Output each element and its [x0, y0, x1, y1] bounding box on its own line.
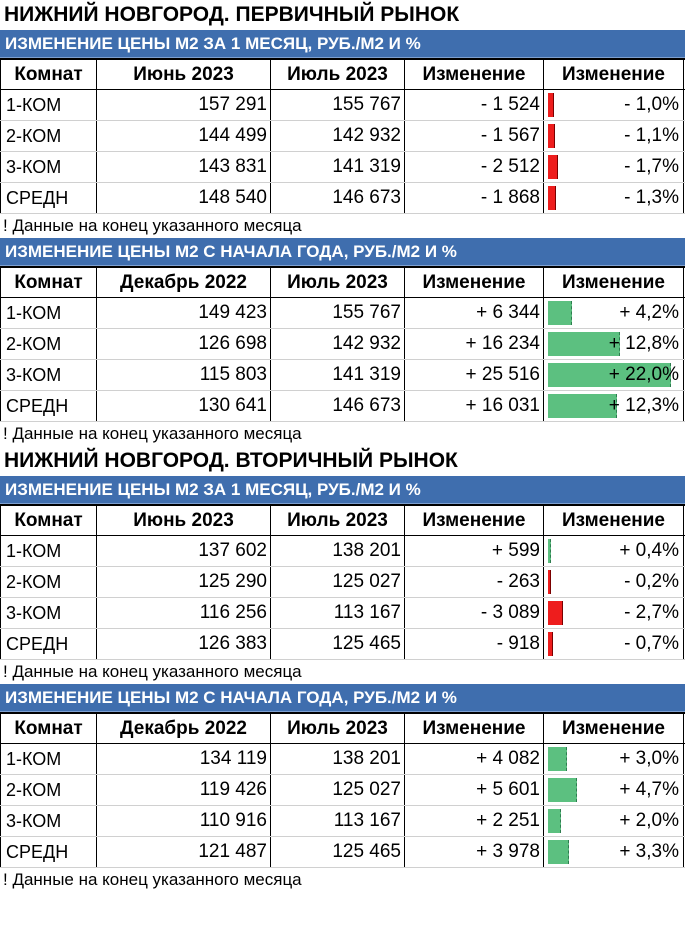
- curr-price-cell: 125 465: [271, 837, 405, 867]
- change-value-cell: + 16 031: [405, 391, 544, 421]
- change-percent-cell: [544, 329, 684, 359]
- prev-price-cell: 126 383: [97, 629, 271, 659]
- column-header: Комнат: [0, 60, 97, 89]
- data-bar: [548, 186, 556, 210]
- table-row: [0, 152, 685, 183]
- table-row: [0, 629, 685, 660]
- table-row: [0, 744, 685, 775]
- change-percent-cell: [544, 152, 684, 182]
- prev-price-cell: 121 487: [97, 837, 271, 867]
- table-row: [0, 183, 685, 214]
- rooms-cell: 3-КОМ: [0, 598, 97, 628]
- curr-price-cell: 155 767: [271, 90, 405, 120]
- column-header: Июль 2023: [271, 268, 405, 297]
- column-header: Июнь 2023: [97, 506, 271, 535]
- change-value-cell: - 3 089: [405, 598, 544, 628]
- price-table: [0, 30, 685, 238]
- change-value-cell: - 1 868: [405, 183, 544, 213]
- change-value-cell: + 6 344: [405, 298, 544, 328]
- column-header: Комнат: [0, 268, 97, 297]
- data-bar: [548, 840, 569, 864]
- column-header: Изменение: [544, 506, 684, 535]
- price-table: [0, 476, 685, 684]
- price-table: [0, 684, 685, 892]
- change-value-cell: + 5 601: [405, 775, 544, 805]
- data-bar: [548, 155, 558, 179]
- table-row: [0, 837, 685, 868]
- change-value-cell: - 1 524: [405, 90, 544, 120]
- percent-label: - 1,7%: [624, 156, 679, 177]
- table-row: [0, 806, 685, 837]
- rooms-cell: 3-КОМ: [0, 152, 97, 182]
- column-header: Изменение: [544, 268, 684, 297]
- percent-label: + 4,2%: [619, 302, 679, 323]
- prev-price-cell: 116 256: [97, 598, 271, 628]
- price-table: [0, 238, 685, 446]
- column-header: Изменение: [544, 60, 684, 89]
- prev-price-cell: 143 831: [97, 152, 271, 182]
- column-header: Комнат: [0, 714, 97, 743]
- change-percent-cell: [544, 183, 684, 213]
- table-row: [0, 567, 685, 598]
- table-subtitle: ИЗМЕНЕНИЕ ЦЕНЫ М2 С НАЧАЛА ГОДА, РУБ./М2 И %: [0, 684, 685, 712]
- rooms-cell: 3-КОМ: [0, 360, 97, 390]
- footnote: ! Данные на конец указанного месяца: [3, 424, 302, 443]
- change-value-cell: - 918: [405, 629, 544, 659]
- prev-price-cell: 119 426: [97, 775, 271, 805]
- table-header-row: [0, 58, 685, 90]
- column-header: Июль 2023: [271, 506, 405, 535]
- change-percent-cell: [544, 360, 684, 390]
- rooms-cell: 1-КОМ: [0, 298, 97, 328]
- change-percent-cell: [544, 629, 684, 659]
- percent-label: + 2,0%: [619, 810, 679, 831]
- rooms-cell: СРЕДН: [0, 629, 97, 659]
- table-subtitle: ИЗМЕНЕНИЕ ЦЕНЫ М2 ЗА 1 МЕСЯЦ, РУБ./М2 И %: [0, 476, 685, 504]
- table-header-row: [0, 504, 685, 536]
- prev-price-cell: 115 803: [97, 360, 271, 390]
- change-value-cell: + 3 978: [405, 837, 544, 867]
- footnote: ! Данные на конец указанного месяца: [3, 870, 302, 889]
- rooms-cell: СРЕДН: [0, 391, 97, 421]
- change-value-cell: + 25 516: [405, 360, 544, 390]
- curr-price-cell: 141 319: [271, 360, 405, 390]
- rooms-cell: 2-КОМ: [0, 775, 97, 805]
- curr-price-cell: 113 167: [271, 806, 405, 836]
- change-percent-cell: [544, 121, 684, 151]
- curr-price-cell: 142 932: [271, 329, 405, 359]
- curr-price-cell: 141 319: [271, 152, 405, 182]
- prev-price-cell: 125 290: [97, 567, 271, 597]
- column-header: Изменение: [405, 506, 544, 535]
- column-header: Изменение: [405, 60, 544, 89]
- prev-price-cell: 149 423: [97, 298, 271, 328]
- table-row: [0, 536, 685, 567]
- percent-label: - 1,0%: [624, 94, 679, 115]
- table-subtitle: ИЗМЕНЕНИЕ ЦЕНЫ М2 ЗА 1 МЕСЯЦ, РУБ./М2 И %: [0, 30, 685, 58]
- change-percent-cell: [544, 567, 684, 597]
- percent-label: + 0,4%: [619, 540, 679, 561]
- rooms-cell: 2-КОМ: [0, 121, 97, 151]
- prev-price-cell: 137 602: [97, 536, 271, 566]
- table-row: [0, 391, 685, 422]
- curr-price-cell: 138 201: [271, 744, 405, 774]
- percent-label: - 2,7%: [624, 602, 679, 623]
- percent-label: + 3,3%: [619, 841, 679, 862]
- change-value-cell: + 2 251: [405, 806, 544, 836]
- rooms-cell: 1-КОМ: [0, 536, 97, 566]
- column-header: Июль 2023: [271, 60, 405, 89]
- curr-price-cell: 113 167: [271, 598, 405, 628]
- data-bar: [548, 809, 561, 833]
- change-value-cell: - 2 512: [405, 152, 544, 182]
- percent-label: - 0,2%: [624, 571, 679, 592]
- percent-label: + 12,8%: [608, 333, 679, 354]
- footnote: ! Данные на конец указанного месяца: [3, 216, 302, 235]
- data-bar: [548, 570, 551, 594]
- data-bar: [548, 124, 555, 148]
- data-bar: [548, 394, 617, 418]
- change-value-cell: - 1 567: [405, 121, 544, 151]
- table-row: [0, 598, 685, 629]
- market-title: НИЖНИЙ НОВГОРОД. ПЕРВИЧНЫЙ РЫНОК: [4, 3, 460, 26]
- percent-label: + 12,3%: [608, 395, 679, 416]
- data-bar: [548, 601, 563, 625]
- change-percent-cell: [544, 744, 684, 774]
- table-header-row: [0, 712, 685, 744]
- data-bar: [548, 778, 577, 802]
- data-bar: [548, 93, 554, 117]
- table-row: [0, 775, 685, 806]
- percent-label: - 1,3%: [624, 187, 679, 208]
- percent-label: - 0,7%: [624, 633, 679, 654]
- table-row: [0, 121, 685, 152]
- change-percent-cell: [544, 90, 684, 120]
- rooms-cell: 2-КОМ: [0, 329, 97, 359]
- rooms-cell: СРЕДН: [0, 837, 97, 867]
- percent-label: + 22,0%: [608, 364, 679, 385]
- table-row: [0, 298, 685, 329]
- table-row: [0, 90, 685, 121]
- change-value-cell: + 599: [405, 536, 544, 566]
- change-percent-cell: [544, 806, 684, 836]
- curr-price-cell: 125 027: [271, 775, 405, 805]
- change-percent-cell: [544, 598, 684, 628]
- footnote: ! Данные на конец указанного месяца: [3, 662, 302, 681]
- data-bar: [548, 747, 567, 771]
- curr-price-cell: 138 201: [271, 536, 405, 566]
- change-value-cell: + 4 082: [405, 744, 544, 774]
- prev-price-cell: 110 916: [97, 806, 271, 836]
- change-percent-cell: [544, 837, 684, 867]
- curr-price-cell: 142 932: [271, 121, 405, 151]
- column-header: Изменение: [405, 714, 544, 743]
- curr-price-cell: 146 673: [271, 183, 405, 213]
- curr-price-cell: 146 673: [271, 391, 405, 421]
- data-bar: [548, 539, 551, 563]
- rooms-cell: 1-КОМ: [0, 90, 97, 120]
- table-row: [0, 360, 685, 391]
- column-header: Изменение: [405, 268, 544, 297]
- change-value-cell: - 263: [405, 567, 544, 597]
- change-percent-cell: [544, 536, 684, 566]
- rooms-cell: СРЕДН: [0, 183, 97, 213]
- prev-price-cell: 148 540: [97, 183, 271, 213]
- prev-price-cell: 157 291: [97, 90, 271, 120]
- column-header: Июнь 2023: [97, 60, 271, 89]
- table-row: [0, 329, 685, 360]
- change-percent-cell: [544, 775, 684, 805]
- table-header-row: [0, 266, 685, 298]
- column-header: Изменение: [544, 714, 684, 743]
- table-subtitle: ИЗМЕНЕНИЕ ЦЕНЫ М2 С НАЧАЛА ГОДА, РУБ./М2 И %: [0, 238, 685, 266]
- column-header: Июль 2023: [271, 714, 405, 743]
- data-bar: [548, 632, 553, 656]
- change-percent-cell: [544, 298, 684, 328]
- rooms-cell: 3-КОМ: [0, 806, 97, 836]
- prev-price-cell: 134 119: [97, 744, 271, 774]
- column-header: Декабрь 2022: [97, 268, 271, 297]
- column-header: Декабрь 2022: [97, 714, 271, 743]
- prev-price-cell: 126 698: [97, 329, 271, 359]
- curr-price-cell: 125 027: [271, 567, 405, 597]
- curr-price-cell: 155 767: [271, 298, 405, 328]
- rooms-cell: 1-КОМ: [0, 744, 97, 774]
- change-value-cell: + 16 234: [405, 329, 544, 359]
- market-title: НИЖНИЙ НОВГОРОД. ВТОРИЧНЫЙ РЫНОК: [4, 449, 458, 472]
- percent-label: + 4,7%: [619, 779, 679, 800]
- prev-price-cell: 144 499: [97, 121, 271, 151]
- data-bar: [548, 301, 572, 325]
- curr-price-cell: 125 465: [271, 629, 405, 659]
- percent-label: - 1,1%: [624, 125, 679, 146]
- percent-label: + 3,0%: [619, 748, 679, 769]
- prev-price-cell: 130 641: [97, 391, 271, 421]
- change-percent-cell: [544, 391, 684, 421]
- column-header: Комнат: [0, 506, 97, 535]
- rooms-cell: 2-КОМ: [0, 567, 97, 597]
